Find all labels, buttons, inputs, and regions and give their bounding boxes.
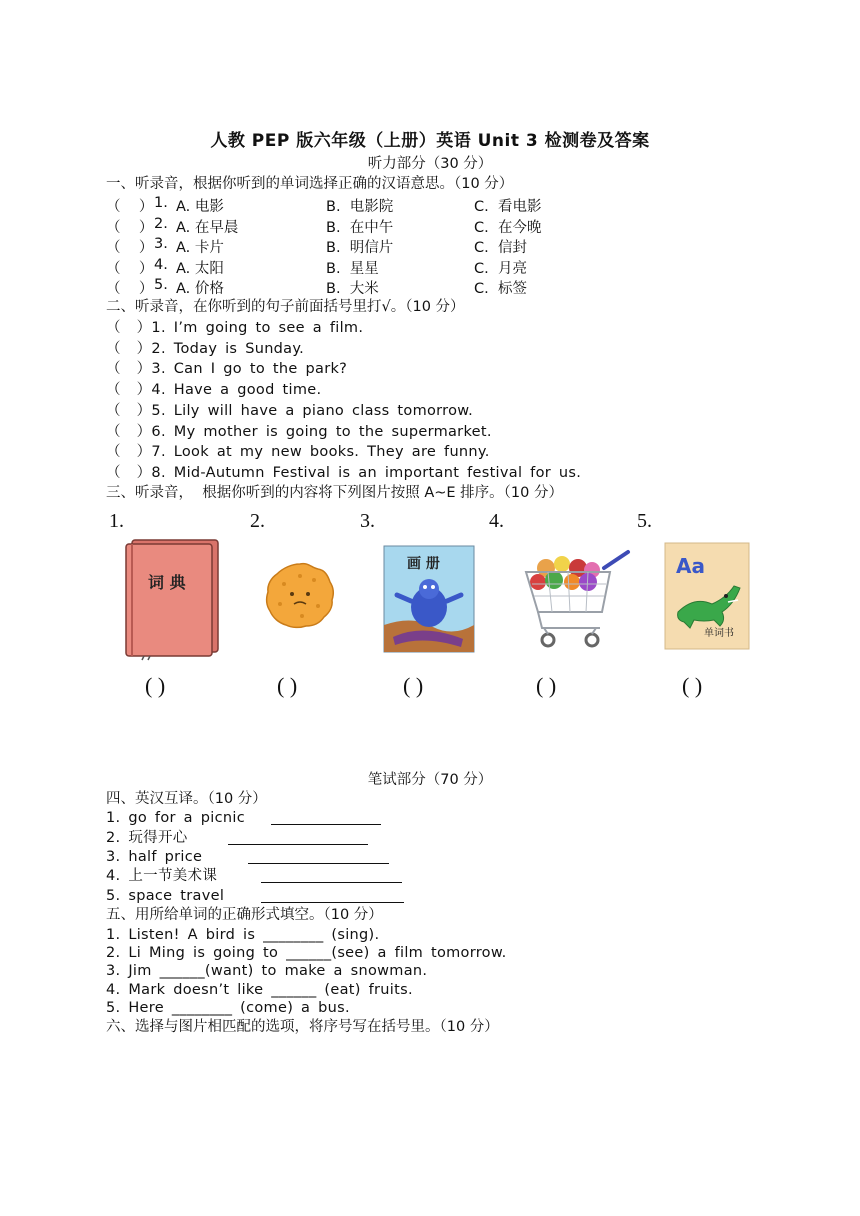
picture-number: 3.: [360, 510, 375, 532]
picture-number: 2.: [250, 510, 265, 532]
mcq-item: [106, 277, 806, 297]
translation-item: 1. go for a picnic: [106, 810, 245, 826]
answer-paren: （ ）: [106, 220, 154, 236]
word-book-label: 单词书: [704, 628, 734, 639]
answer-blank: [271, 810, 381, 825]
mcq-item: [106, 236, 806, 256]
translation-item: 4. 上一节美术课: [106, 868, 218, 884]
section-2-heading: 二、听录音，在你听到的句子前面括号里打√。（10 分）: [106, 299, 465, 315]
translation-item: 2. 玩得开心: [106, 830, 188, 846]
item-number: 2.: [154, 216, 168, 232]
answer-paren: ( ): [536, 673, 557, 698]
mcq-item: [106, 216, 806, 236]
sentence-item: （ ）8. Mid-Autumn Festival is an important festival for us.: [106, 465, 582, 481]
dictionary-label: 词 典: [148, 573, 186, 592]
picture-book-label: 画 册: [407, 556, 440, 572]
sentence-item: （ ）7. Look at my new books. They are funny.: [106, 444, 490, 460]
sentence-item: （ ）3. Can I go to the park?: [106, 361, 348, 377]
translation-item: 3. half price: [106, 849, 203, 865]
option-b: B. 电影院: [326, 199, 394, 215]
answer-paren: ( ): [145, 673, 166, 698]
answer-blank: [261, 868, 402, 883]
option-a: A. 电影: [176, 199, 224, 215]
section-3-heading: 三、听录音， 根据你听到的内容将下列图片按照 A~E 排序。（10 分）: [106, 485, 563, 501]
item-number: 5.: [154, 277, 168, 293]
answer-paren: （ ）: [106, 240, 154, 256]
section-5-heading: 五、用所给单词的正确形式填空。（10 分）: [106, 907, 383, 923]
answer-paren: ( ): [682, 673, 703, 698]
picture-number: 1.: [109, 510, 124, 532]
dictionary-picture: [122, 536, 226, 666]
written-section-header: 笔试部分（70 分）: [367, 772, 493, 788]
option-b: B. 大米: [326, 281, 379, 297]
mooncake-picture: [262, 560, 338, 634]
mcq-item: [106, 195, 806, 215]
answer-paren: ( ): [277, 673, 298, 698]
answer-paren: （ ）: [106, 199, 154, 215]
page-title: 人教 PEP 版六年级（上册）英语 Unit 3 检测卷及答案: [210, 131, 650, 151]
sentence-item: （ ）1. I’m going to see a film.: [106, 320, 364, 336]
fill-blank-item: 5. Here ________ (come) a bus.: [106, 1000, 350, 1016]
answer-blank: [228, 830, 368, 845]
word-book-letters: Aa: [676, 554, 705, 578]
fill-blank-item: 4. Mark doesn’t like ______ (eat) fruits.: [106, 982, 413, 998]
item-number: 3.: [154, 236, 168, 252]
answer-blank: [248, 849, 389, 864]
sentence-item: （ ）4. Have a good time.: [106, 382, 322, 398]
answer-blank: [261, 888, 404, 903]
item-number: 4.: [154, 257, 168, 273]
option-b: B. 明信片: [326, 240, 394, 256]
option-a: A. 太阳: [176, 261, 224, 277]
option-a: A. 价格: [176, 281, 224, 297]
translation-item: 5. space travel: [106, 888, 225, 904]
option-c: C. 信封: [474, 240, 527, 256]
option-c: C. 看电影: [474, 199, 542, 215]
fill-blank-item: 3. Jim ______(want) to make a snowman.: [106, 963, 428, 979]
answer-paren: （ ）: [106, 261, 154, 277]
section-6-heading: 六、选择与图片相匹配的选项，将序号写在括号里。（10 分）: [106, 1019, 499, 1035]
sentence-item: （ ）5. Lily will have a piano class tomorrow.: [106, 403, 474, 419]
picture-number: 4.: [489, 510, 504, 532]
section-1-heading: 一、听录音，根据你听到的单词选择正确的汉语意思。（10 分）: [106, 176, 514, 192]
picture-book-picture: [383, 545, 475, 657]
mcq-item: [106, 257, 806, 277]
picture-number: 5.: [637, 510, 652, 532]
shopping-cart-picture: [518, 548, 634, 660]
fill-blank-item: 1. Listen! A bird is ________ (sing).: [106, 927, 380, 943]
sentence-item: （ ）2. Today is Sunday.: [106, 341, 305, 357]
sentence-item: （ ）6. My mother is going to the supermarket.: [106, 424, 492, 440]
item-number: 1.: [154, 195, 168, 211]
option-c: C. 在今晚: [474, 220, 542, 236]
option-b: B. 星星: [326, 261, 379, 277]
section-4-heading: 四、英汉互译。（10 分）: [106, 791, 267, 807]
answer-paren: ( ): [403, 673, 424, 698]
option-c: C. 标签: [474, 281, 527, 297]
listening-section-header: 听力部分（30 分）: [367, 156, 493, 172]
option-c: C. 月亮: [474, 261, 527, 277]
option-a: A. 在早晨: [176, 220, 239, 236]
option-a: A. 卡片: [176, 240, 224, 256]
fill-blank-item: 2. Li Ming is going to ______(see) a film tomorrow.: [106, 945, 507, 961]
word-book-picture: [664, 542, 750, 654]
option-b: B. 在中午: [326, 220, 394, 236]
answer-paren: （ ）: [106, 281, 154, 297]
